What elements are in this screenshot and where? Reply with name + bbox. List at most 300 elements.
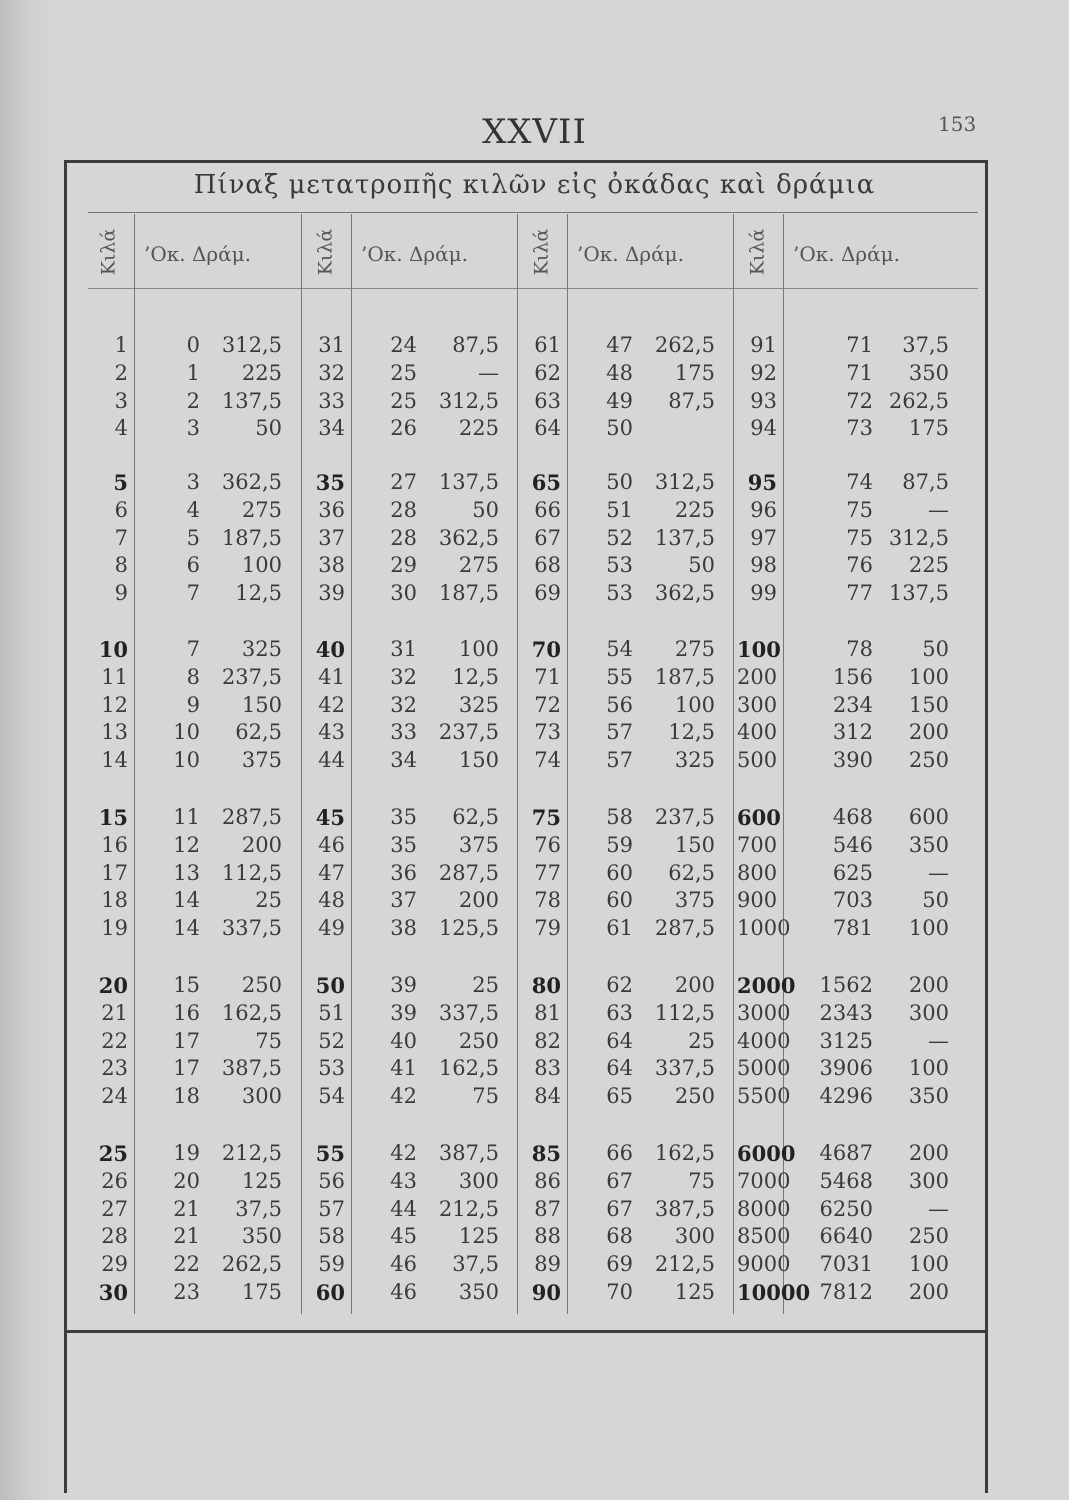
oka-value: 11 [173, 805, 200, 829]
kilo-value: 32 [318, 360, 345, 385]
oka-value: 21 [173, 1196, 200, 1221]
oka-value: 3125 [819, 1028, 873, 1053]
kilo-value: 500 [737, 748, 778, 773]
dram-value: 50 [255, 416, 282, 441]
kilo-value: 76 [534, 832, 561, 857]
dram-value: 25 [255, 888, 282, 913]
dram-value: 287,5 [438, 860, 499, 885]
kilo-value: 3000 [737, 1000, 791, 1025]
oka-value: 33 [390, 720, 417, 745]
oka-value: 10 [173, 720, 200, 745]
oka-value: 3 [186, 470, 200, 494]
dram-value: 300 [908, 1168, 949, 1193]
chapter-heading: XXVII [482, 112, 587, 152]
dram-value: 325 [674, 748, 715, 773]
oka-value: 41 [390, 1056, 417, 1081]
oka-value: 6640 [819, 1224, 873, 1249]
kilo-value: 78 [534, 888, 561, 913]
dram-value: 350 [908, 360, 949, 385]
kilo-value: 99 [750, 581, 777, 606]
kilo-value: 55 [315, 1141, 345, 1166]
dram-value: 225 [458, 416, 499, 441]
kilo-value: 98 [750, 553, 777, 578]
kilo-value: 66 [534, 497, 561, 522]
dram-value: 200 [908, 1141, 949, 1165]
header-kilo-label [521, 214, 561, 290]
oka-value: 36 [390, 860, 417, 885]
kilo-value: 95 [747, 470, 777, 495]
dram-value: 200 [908, 973, 949, 997]
dram-value: 312,5 [888, 525, 949, 550]
dram-value: 250 [241, 973, 282, 997]
dram-value: 37,5 [452, 1252, 499, 1277]
dram-value: 187,5 [654, 664, 715, 689]
kilo-value: 61 [534, 333, 561, 357]
kilo-value: 900 [737, 888, 778, 913]
dram-value: 187,5 [221, 525, 282, 550]
kilo-value: 26 [101, 1168, 128, 1193]
dram-value: 262,5 [888, 388, 949, 413]
kilo-value: 80 [531, 973, 561, 998]
oka-value: 46 [390, 1252, 417, 1277]
kilo-value: 92 [750, 360, 777, 385]
kilo-column-rule [134, 214, 135, 1314]
kilo-value: 48 [318, 888, 345, 913]
kilo-value: 20 [98, 973, 128, 998]
dram-value: 87,5 [452, 333, 499, 357]
oka-value: 4687 [819, 1141, 873, 1165]
oka-value: 34 [390, 748, 417, 773]
dram-value: 150 [908, 692, 949, 717]
oka-value: 57 [606, 748, 633, 773]
oka-value: 67 [606, 1196, 633, 1221]
header-kilo-label [88, 214, 128, 290]
kilo-value: 83 [534, 1056, 561, 1081]
dram-value: 362,5 [654, 581, 715, 606]
kilo-value: 45 [315, 805, 345, 830]
kilo-value: 36 [318, 497, 345, 522]
oka-value: 64 [606, 1056, 633, 1081]
dram-value: 137,5 [888, 581, 949, 606]
dram-value: 225 [674, 497, 715, 522]
oka-value: 5 [186, 525, 200, 550]
kilo-column-rule [351, 214, 352, 1314]
kilo-value: 30 [98, 1280, 128, 1305]
dram-value: 87,5 [902, 470, 949, 494]
dram-value: 100 [458, 637, 499, 661]
dram-value: 275 [674, 637, 715, 661]
dram-value: 75 [472, 1084, 499, 1109]
kilo-value: 62 [534, 360, 561, 385]
oka-value: 31 [390, 637, 417, 661]
dram-value: 325 [458, 692, 499, 717]
oka-value: 19 [173, 1141, 200, 1165]
oka-value: 64 [606, 1028, 633, 1053]
kilo-value: 37 [318, 525, 345, 550]
oka-value: 53 [606, 553, 633, 578]
oka-value: 65 [606, 1084, 633, 1109]
dram-value: — [928, 1196, 949, 1221]
oka-value: 10 [173, 748, 200, 773]
kilo-value: 7000 [737, 1168, 791, 1193]
kilo-value: 73 [534, 720, 561, 745]
kilo-value: 400 [737, 720, 778, 745]
oka-value: 15 [173, 973, 200, 997]
dram-value: 12,5 [668, 720, 715, 745]
dram-value: 62,5 [452, 805, 499, 829]
kilo-value: 9000 [737, 1252, 791, 1277]
kilo-value: 94 [750, 416, 777, 441]
kilo-value: 52 [318, 1028, 345, 1053]
oka-value: 39 [390, 1000, 417, 1025]
dram-value: 37,5 [235, 1196, 282, 1221]
dram-value: — [478, 360, 499, 385]
header-oka-dram: ’Οκ. Δράμ. [144, 242, 252, 266]
dram-value: 375 [458, 832, 499, 857]
kilo-value: 31 [318, 333, 345, 357]
kilo-value: 87 [534, 1196, 561, 1221]
oka-value: 28 [390, 497, 417, 522]
kilo-value: 71 [534, 664, 561, 689]
oka-value: 312 [832, 720, 873, 745]
dram-value: 75 [255, 1028, 282, 1053]
kilo-value: 53 [318, 1056, 345, 1081]
dram-value: 350 [908, 1084, 949, 1109]
oka-value: 32 [390, 692, 417, 717]
dram-value: 225 [241, 360, 282, 385]
oka-value: 38 [390, 916, 417, 941]
dram-value: 362,5 [438, 525, 499, 550]
dram-value: 237,5 [221, 664, 282, 689]
dram-value: 112,5 [221, 860, 282, 885]
dram-value: 300 [674, 1224, 715, 1249]
dram-value: 137,5 [654, 525, 715, 550]
dram-value: 362,5 [221, 470, 282, 494]
oka-value: 5468 [819, 1168, 873, 1193]
oka-value: 71 [846, 360, 873, 385]
oka-value: 7 [186, 637, 200, 661]
kilo-value: 27 [101, 1196, 128, 1221]
kilo-value: 43 [318, 720, 345, 745]
dram-value: 137,5 [438, 470, 499, 494]
kilo-value: 86 [534, 1168, 561, 1193]
kilo-value: 15 [98, 805, 128, 830]
kilo-value: 88 [534, 1224, 561, 1249]
oka-value: 63 [606, 1000, 633, 1025]
dram-value: 250 [908, 748, 949, 773]
oka-value: 56 [606, 692, 633, 717]
dram-value: 12,5 [235, 581, 282, 606]
kilo-value: 23 [101, 1056, 128, 1081]
dram-value: 50 [922, 637, 949, 661]
oka-value: 4 [186, 497, 200, 522]
oka-value: 52 [606, 525, 633, 550]
kilo-value: 39 [318, 581, 345, 606]
dram-value: 337,5 [221, 916, 282, 941]
oka-value: 703 [832, 888, 873, 913]
kilo-value: 4000 [737, 1028, 791, 1053]
kilo-value: 22 [101, 1028, 128, 1053]
header-oka-dram: ’Οκ. Δράμ. [577, 242, 685, 266]
dram-value: 262,5 [654, 333, 715, 357]
oka-value: 14 [173, 916, 200, 941]
oka-value: 45 [390, 1224, 417, 1249]
dram-value: 600 [908, 805, 949, 829]
kilo-value: 97 [750, 525, 777, 550]
kilo-value: 800 [737, 860, 778, 885]
dram-value: 337,5 [654, 1056, 715, 1081]
kilo-value: 81 [534, 1000, 561, 1025]
oka-value: 42 [390, 1084, 417, 1109]
kilo-value: 12 [101, 692, 128, 717]
oka-value: 42 [390, 1141, 417, 1165]
oka-value: 39 [390, 973, 417, 997]
oka-value: 29 [390, 553, 417, 578]
oka-value: 78 [846, 637, 873, 661]
dram-value: 125 [241, 1168, 282, 1193]
oka-value: 468 [832, 805, 873, 829]
oka-value: 4296 [819, 1084, 873, 1109]
dram-value: 175 [908, 416, 949, 441]
dram-value: 50 [688, 553, 715, 578]
oka-value: 781 [832, 916, 873, 941]
oka-value: 66 [606, 1141, 633, 1165]
oka-value: 40 [390, 1028, 417, 1053]
kilo-value: 50 [315, 973, 345, 998]
kilo-value: 79 [534, 916, 561, 941]
dram-value: 162,5 [654, 1141, 715, 1165]
oka-value: 59 [606, 832, 633, 857]
oka-value: 49 [606, 388, 633, 413]
oka-value: 44 [390, 1196, 417, 1221]
kilo-value: 90 [531, 1280, 561, 1305]
dram-value: 275 [241, 497, 282, 522]
dram-value: 112,5 [654, 1000, 715, 1025]
oka-value: 7 [186, 581, 200, 606]
dram-value: 200 [908, 720, 949, 745]
dram-value: 62,5 [235, 720, 282, 745]
kilo-value: 84 [534, 1084, 561, 1109]
oka-value: 74 [846, 470, 873, 494]
dram-value: 200 [458, 888, 499, 913]
oka-value: 48 [606, 360, 633, 385]
block-rule [517, 214, 518, 1314]
oka-value: 1562 [819, 973, 873, 997]
kilo-value: 6000 [737, 1141, 796, 1166]
kilo-value: 11 [101, 664, 128, 689]
oka-value: 17 [173, 1028, 200, 1053]
dram-value: 75 [688, 1168, 715, 1193]
dram-value: 100 [908, 1252, 949, 1277]
header-top-rule [88, 212, 978, 213]
oka-value: 37 [390, 888, 417, 913]
oka-value: 71 [846, 333, 873, 357]
dram-value: 137,5 [221, 388, 282, 413]
oka-value: 43 [390, 1168, 417, 1193]
oka-value: 35 [390, 832, 417, 857]
oka-value: 46 [390, 1280, 417, 1304]
kilo-value: 17 [101, 860, 128, 885]
kilo-value: 2000 [737, 973, 796, 998]
kilo-value: 29 [101, 1252, 128, 1277]
oka-value: 9 [186, 692, 200, 717]
dram-value: 350 [458, 1280, 499, 1304]
dram-value: — [928, 497, 949, 522]
dram-value: 312,5 [221, 333, 282, 357]
oka-value: 50 [606, 416, 633, 441]
kilo-value: 25 [98, 1141, 128, 1166]
kilo-value: 5 [113, 470, 128, 495]
kilo-value: 89 [534, 1252, 561, 1277]
oka-value: 234 [832, 692, 873, 717]
kilo-value: 16 [101, 832, 128, 857]
table-title: Πίναξ μετατροπῆς κιλῶν εἰς ὀκάδας καὶ δράμια [193, 170, 876, 200]
kilo-value: 28 [101, 1224, 128, 1249]
oka-value: 0 [186, 333, 200, 357]
oka-value: 22 [173, 1252, 200, 1277]
kilo-value: 63 [534, 388, 561, 413]
kilo-value: 5500 [737, 1084, 791, 1109]
oka-value: 23 [173, 1280, 200, 1304]
kilo-value: 42 [318, 692, 345, 717]
kilo-value: 200 [737, 664, 778, 689]
kilo-value: 82 [534, 1028, 561, 1053]
dram-value: 312,5 [438, 388, 499, 413]
dram-value: 200 [908, 1280, 949, 1304]
oka-value: 54 [606, 637, 633, 661]
oka-value: 62 [606, 973, 633, 997]
kilo-value: 65 [531, 470, 561, 495]
kilo-value: 700 [737, 832, 778, 857]
dram-value: 12,5 [452, 664, 499, 689]
oka-value: 47 [606, 333, 633, 357]
kilo-value: 58 [318, 1224, 345, 1249]
dram-value: 187,5 [438, 581, 499, 606]
oka-value: 51 [606, 497, 633, 522]
oka-value: 73 [846, 416, 873, 441]
oka-value: 390 [832, 748, 873, 773]
dram-value: 225 [908, 553, 949, 578]
oka-value: 35 [390, 805, 417, 829]
dram-value: 50 [472, 497, 499, 522]
kilo-value: 96 [750, 497, 777, 522]
kilo-value: 74 [534, 748, 561, 773]
oka-value: 26 [390, 416, 417, 441]
oka-value: 75 [846, 497, 873, 522]
dram-value: 237,5 [438, 720, 499, 745]
dram-value: 25 [688, 1028, 715, 1053]
oka-value: 625 [832, 860, 873, 885]
kilo-value: 100 [737, 637, 781, 662]
oka-value: 58 [606, 805, 633, 829]
dram-value: 200 [674, 973, 715, 997]
dram-value: 250 [674, 1084, 715, 1109]
kilo-value: 93 [750, 388, 777, 413]
dram-value: 212,5 [438, 1196, 499, 1221]
oka-value: 6 [186, 553, 200, 578]
kilo-value: 8500 [737, 1224, 791, 1249]
oka-value: 17 [173, 1056, 200, 1081]
dram-value: 150 [458, 748, 499, 773]
dram-value: 312,5 [654, 470, 715, 494]
kilo-value: 41 [318, 664, 345, 689]
dram-value: 100 [908, 916, 949, 941]
kilo-value: 91 [750, 333, 777, 357]
kilo-value: 10000 [737, 1280, 811, 1305]
dram-value: 25 [472, 973, 499, 997]
oka-value: 75 [846, 525, 873, 550]
kilo-value: 56 [318, 1168, 345, 1193]
dram-value: 62,5 [668, 860, 715, 885]
dram-value: 212,5 [654, 1252, 715, 1277]
kilo-value: 9 [114, 581, 128, 606]
kilo-value: 13 [101, 720, 128, 745]
kilo-value: 10 [98, 637, 128, 662]
kilo-value: 2 [114, 360, 128, 385]
dram-value: 387,5 [654, 1196, 715, 1221]
dram-value: 287,5 [221, 805, 282, 829]
dram-value: 175 [241, 1280, 282, 1304]
kilo-value: 8000 [737, 1196, 791, 1221]
dram-value: 100 [674, 692, 715, 717]
kilo-value: 5000 [737, 1056, 791, 1081]
oka-value: 60 [606, 860, 633, 885]
oka-value: 8 [186, 664, 200, 689]
block-rule [301, 214, 302, 1314]
oka-value: 25 [390, 360, 417, 385]
kilo-value: 46 [318, 832, 345, 857]
dram-value: — [928, 860, 949, 885]
dram-value: 200 [241, 832, 282, 857]
dram-value: 175 [674, 360, 715, 385]
dram-value: 325 [241, 637, 282, 661]
oka-value: 55 [606, 664, 633, 689]
oka-value: 24 [390, 333, 417, 357]
header-kilo-text: Κιλά [530, 228, 552, 276]
kilo-value: 64 [534, 416, 561, 441]
dram-value: 375 [674, 888, 715, 913]
dram-value: 237,5 [654, 805, 715, 829]
oka-value: 21 [173, 1224, 200, 1249]
header-kilo-label [305, 214, 345, 290]
kilo-value: 14 [101, 748, 128, 773]
kilo-value: 40 [315, 637, 345, 662]
dram-value: 125 [458, 1224, 499, 1249]
block-rule [733, 214, 734, 1314]
oka-value: 61 [606, 916, 633, 941]
oka-value: 25 [390, 388, 417, 413]
oka-value: 1 [186, 360, 200, 385]
oka-value: 16 [173, 1000, 200, 1025]
kilo-value: 47 [318, 860, 345, 885]
oka-value: 2343 [819, 1000, 873, 1025]
kilo-value: 68 [534, 553, 561, 578]
oka-value: 27 [390, 470, 417, 494]
kilo-value: 72 [534, 692, 561, 717]
dram-value: 275 [458, 553, 499, 578]
oka-value: 32 [390, 664, 417, 689]
page-edge-shadow [0, 0, 60, 1500]
kilo-value: 33 [318, 388, 345, 413]
dram-value: 87,5 [668, 388, 715, 413]
kilo-value: 44 [318, 748, 345, 773]
dram-value: 375 [241, 748, 282, 773]
dram-value: 100 [241, 553, 282, 578]
dram-value: 287,5 [654, 916, 715, 941]
dram-value: 150 [674, 832, 715, 857]
dram-value: 262,5 [221, 1252, 282, 1277]
kilo-column-rule [567, 214, 568, 1314]
